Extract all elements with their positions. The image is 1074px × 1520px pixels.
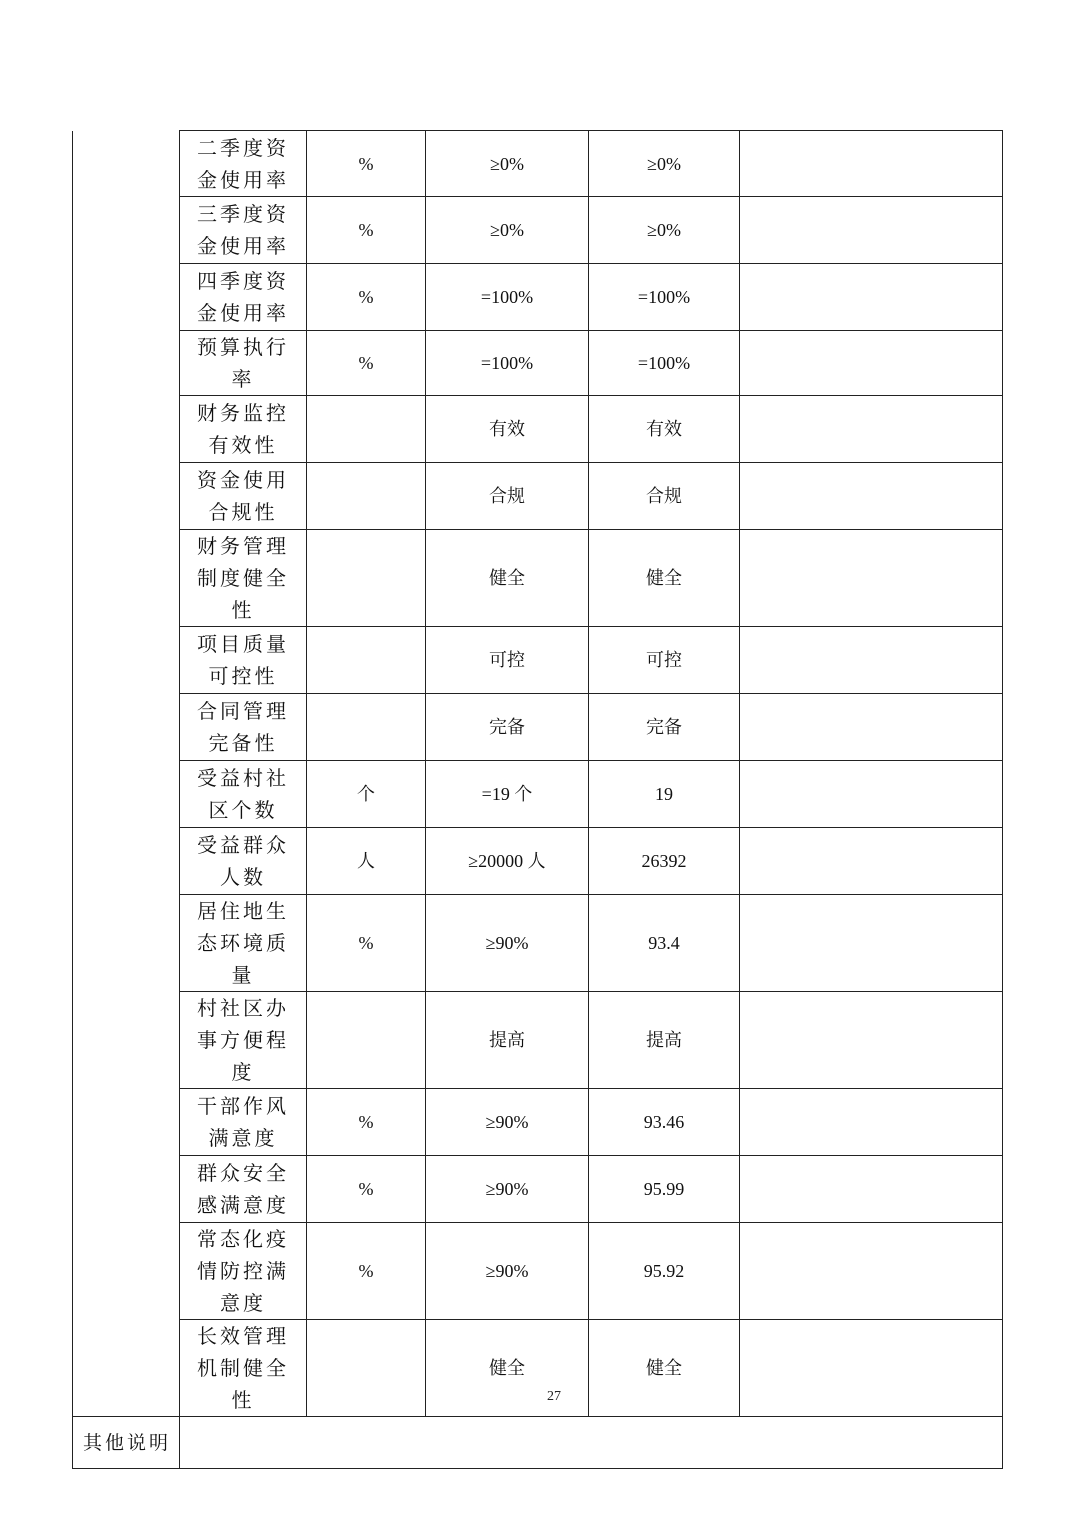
category-cell — [73, 131, 180, 1417]
actual-value-cell: 健全 — [589, 530, 740, 627]
page-number: 27 — [547, 1389, 561, 1404]
unit-cell — [307, 530, 426, 627]
actual-value-cell: 合规 — [589, 463, 740, 530]
indicator-cell: 项目质量可控性 — [180, 627, 307, 694]
table-row — [73, 1156, 1003, 1223]
unit-cell — [307, 627, 426, 694]
actual-value-cell: ≥0% — [589, 197, 740, 264]
note-cell — [740, 530, 1003, 627]
note-cell — [740, 331, 1003, 396]
unit-cell: % — [307, 131, 426, 197]
indicator-cell: 二季度资金使用率 — [180, 131, 307, 197]
actual-value-cell: 95.92 — [589, 1223, 740, 1320]
table-row — [73, 992, 1003, 1089]
note-cell — [740, 197, 1003, 264]
indicator-cell: 合同管理完备性 — [180, 694, 307, 761]
table-body — [73, 131, 1003, 1469]
unit-cell — [307, 396, 426, 463]
other-notes-label: 其他说明 — [73, 1417, 180, 1469]
target-value-cell: ≥90% — [426, 1223, 589, 1320]
table-row — [73, 131, 1003, 197]
actual-value-cell: 95.99 — [589, 1156, 740, 1223]
indicator-cell: 干部作风满意度 — [180, 1089, 307, 1156]
indicator-cell: 村社区办事方便程度 — [180, 992, 307, 1089]
indicator-cell: 资金使用合规性 — [180, 463, 307, 530]
indicator-cell: 受益群众人数 — [180, 828, 307, 895]
note-cell — [740, 463, 1003, 530]
actual-value-cell: 可控 — [589, 627, 740, 694]
unit-cell: % — [307, 1156, 426, 1223]
note-cell — [740, 396, 1003, 463]
indicator-cell: 四季度资金使用率 — [180, 264, 307, 331]
unit-cell — [307, 992, 426, 1089]
target-value-cell: 健全 — [426, 530, 589, 627]
target-value-cell: 完备 — [426, 694, 589, 761]
target-value-cell: ≥0% — [426, 131, 589, 197]
indicator-cell: 财务监控有效性 — [180, 396, 307, 463]
target-value-cell: 可控 — [426, 627, 589, 694]
table-row — [73, 463, 1003, 530]
table-row — [73, 331, 1003, 396]
actual-value-cell: 93.46 — [589, 1089, 740, 1156]
actual-value-cell: =100% — [589, 331, 740, 396]
target-value-cell: ≥90% — [426, 895, 589, 992]
indicator-cell: 群众安全感满意度 — [180, 1156, 307, 1223]
note-cell — [740, 694, 1003, 761]
performance-indicator-table — [72, 130, 1003, 1469]
table-row — [73, 396, 1003, 463]
unit-cell: % — [307, 197, 426, 264]
indicator-cell: 居住地生态环境质量 — [180, 895, 307, 992]
unit-cell: % — [307, 1089, 426, 1156]
unit-cell: % — [307, 895, 426, 992]
unit-cell: 个 — [307, 761, 426, 828]
unit-cell — [307, 694, 426, 761]
other-notes-value — [180, 1417, 1003, 1469]
actual-value-cell: 93.4 — [589, 895, 740, 992]
target-value-cell: ≥90% — [426, 1089, 589, 1156]
note-cell — [740, 895, 1003, 992]
target-value-cell: ≥20000 人 — [426, 828, 589, 895]
table-row — [73, 761, 1003, 828]
note-cell — [740, 627, 1003, 694]
table-row — [73, 694, 1003, 761]
indicator-cell: 受益村社区个数 — [180, 761, 307, 828]
actual-value-cell: 有效 — [589, 396, 740, 463]
table-row — [73, 1223, 1003, 1320]
table-row — [73, 530, 1003, 627]
indicator-cell: 预算执行率 — [180, 331, 307, 396]
unit-cell — [307, 463, 426, 530]
table-row — [73, 627, 1003, 694]
note-cell — [740, 264, 1003, 331]
note-cell — [740, 1223, 1003, 1320]
note-cell — [740, 761, 1003, 828]
note-cell — [740, 992, 1003, 1089]
indicator-cell: 财务管理制度健全性 — [180, 530, 307, 627]
unit-cell: 人 — [307, 828, 426, 895]
target-value-cell: 提高 — [426, 992, 589, 1089]
table-row — [73, 197, 1003, 264]
note-cell — [740, 131, 1003, 197]
note-cell — [740, 828, 1003, 895]
other-notes-row — [73, 1417, 1003, 1469]
actual-value-cell: 26392 — [589, 828, 740, 895]
indicator-cell: 三季度资金使用率 — [180, 197, 307, 264]
unit-cell: % — [307, 331, 426, 396]
target-value-cell: 合规 — [426, 463, 589, 530]
target-value-cell: 有效 — [426, 396, 589, 463]
indicator-cell: 长效管理机制健全性 — [180, 1320, 307, 1417]
table-row — [73, 895, 1003, 992]
indicator-cell: 常态化疫情防控满意度 — [180, 1223, 307, 1320]
unit-cell: % — [307, 1223, 426, 1320]
target-value-cell: =100% — [426, 264, 589, 331]
target-value-cell: =19 个 — [426, 761, 589, 828]
actual-value-cell: ≥0% — [589, 131, 740, 197]
actual-value-cell: 19 — [589, 761, 740, 828]
table-row — [73, 828, 1003, 895]
table-row — [73, 1089, 1003, 1156]
unit-cell: % — [307, 264, 426, 331]
target-value-cell: 健全 — [426, 1320, 589, 1417]
table-row — [73, 264, 1003, 331]
note-cell — [740, 1156, 1003, 1223]
actual-value-cell: 提高 — [589, 992, 740, 1089]
target-value-cell: =100% — [426, 331, 589, 396]
actual-value-cell: 完备 — [589, 694, 740, 761]
target-value-cell: ≥0% — [426, 197, 589, 264]
actual-value-cell: =100% — [589, 264, 740, 331]
actual-value-cell: 健全 — [589, 1320, 740, 1417]
target-value-cell: ≥90% — [426, 1156, 589, 1223]
note-cell — [740, 1089, 1003, 1156]
